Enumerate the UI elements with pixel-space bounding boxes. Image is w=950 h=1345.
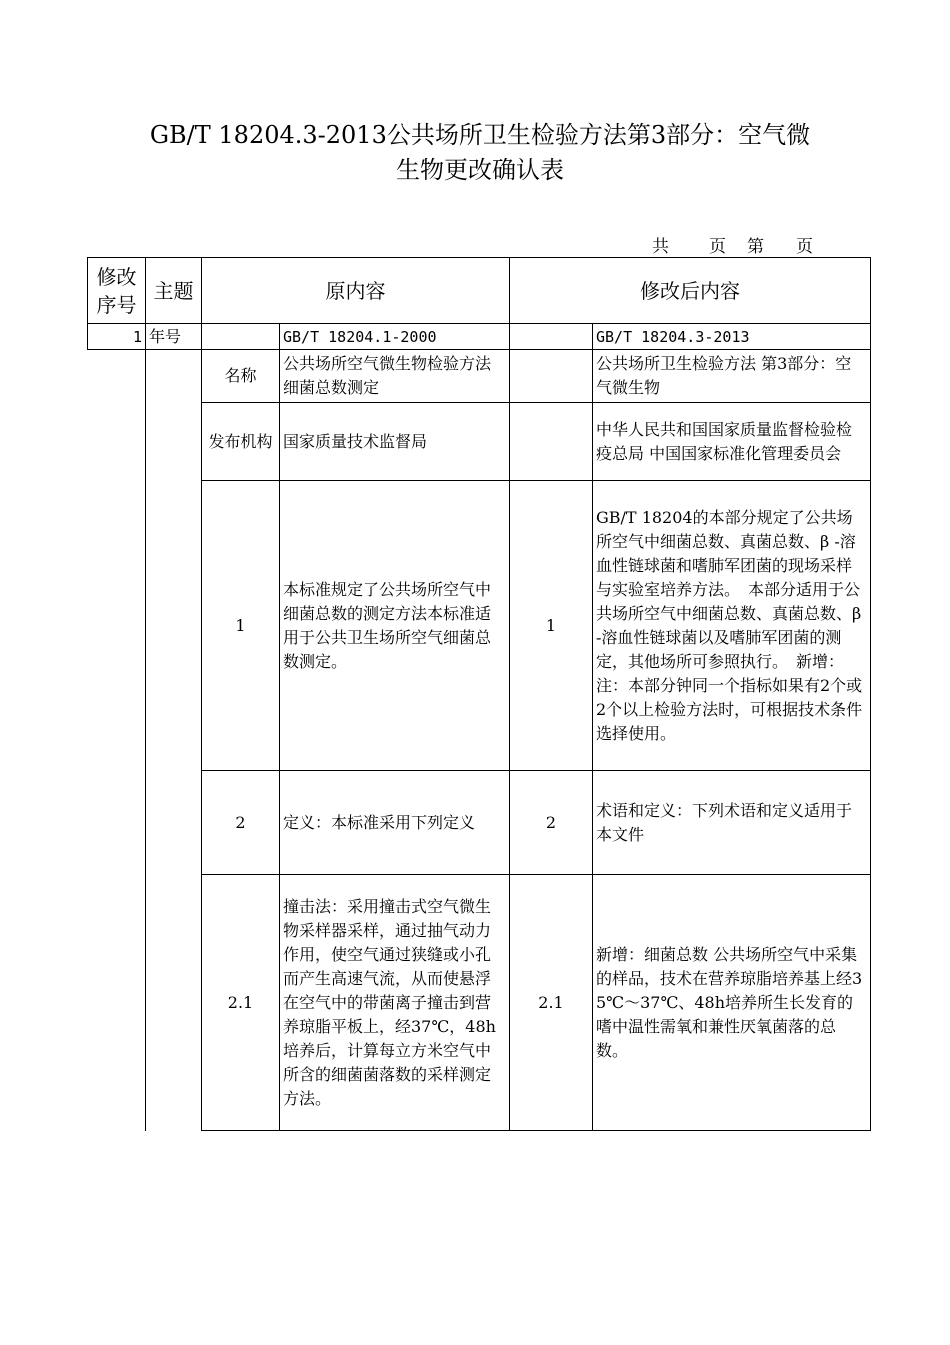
year-row bbox=[88, 324, 871, 350]
year-row-original-value: GB/T 18204.1-2000 bbox=[280, 324, 510, 350]
row-right-label bbox=[510, 403, 593, 481]
row-left-label: 1 bbox=[202, 481, 280, 771]
page-total-label: 共 bbox=[652, 237, 669, 257]
header-original: 原内容 bbox=[202, 258, 510, 324]
year-row-modified-value: GB/T 18204.3-2013 bbox=[593, 324, 871, 350]
row-right-label: 1 bbox=[510, 481, 593, 771]
row-right-label: 2.1 bbox=[510, 875, 593, 1131]
header-topic: 主题 bbox=[146, 258, 202, 324]
row-left-label: 2.1 bbox=[202, 875, 280, 1131]
header-modified: 修改后内容 bbox=[510, 258, 871, 324]
header-seq: 修改序号 bbox=[88, 258, 146, 324]
row-original-text: 公共场所空气微生物检验方法 细菌总数测定 bbox=[280, 350, 510, 403]
table-row bbox=[88, 350, 871, 403]
year-row-topic: 年号 bbox=[146, 324, 202, 350]
row-left-label: 名称 bbox=[202, 350, 280, 403]
row-modified-text: 中华人民共和国国家质量监督检验检疫总局 中国国家标准化管理委员会 bbox=[593, 403, 871, 481]
row-original-text: 定义：本标准采用下列定义 bbox=[280, 771, 510, 875]
table-row bbox=[88, 771, 871, 875]
row-modified-text: 公共场所卫生检验方法 第3部分：空气微生物 bbox=[593, 350, 871, 403]
table-row bbox=[88, 875, 871, 1131]
table-row bbox=[88, 481, 871, 771]
year-row-original-label bbox=[202, 324, 280, 350]
header-row bbox=[88, 258, 871, 324]
row-modified-text: GB/T 18204的本部分规定了公共场所空气中细菌总数、真菌总数、β -溶血性链球菌和嗜肺军团菌的现场采样与实验室培养方法。 本部分适用于公共场所空气中细菌总数、真菌总数、β -溶血性链球菌以及嗜肺军团菌的测定，其他场所可参照执行。 新增：注：本部分钟同一个指标如果有2个或2个以上检验方法时，可根据技术条件选择使用。 bbox=[593, 481, 871, 771]
row-right-label: 2 bbox=[510, 771, 593, 875]
title-line-1: GB/T 18204.3-2013公共场所卫生检验方法第3部分：空气微 bbox=[149, 121, 811, 149]
row-original-text: 本标准规定了公共场所空气中细菌总数的测定方法本标准适用于公共卫生场所空气细菌总数测定。 bbox=[280, 481, 510, 771]
change-confirmation-table bbox=[87, 257, 871, 1131]
row-modified-text: 术语和定义：下列术语和定义适用于本文件 bbox=[593, 771, 871, 875]
document-title bbox=[60, 118, 900, 188]
row-left-label: 2 bbox=[202, 771, 280, 875]
page-unit-label-2: 页 bbox=[796, 237, 813, 257]
year-row-modified-label bbox=[510, 324, 593, 350]
page-current-label: 第 bbox=[747, 237, 764, 257]
topic-empty-cell bbox=[146, 350, 202, 1131]
table-row bbox=[88, 403, 871, 481]
page-unit-label: 页 bbox=[709, 237, 726, 257]
row-original-text: 国家质量技术监督局 bbox=[280, 403, 510, 481]
row-left-label: 发布机构 bbox=[202, 403, 280, 481]
title-line-2: 生物更改确认表 bbox=[396, 156, 564, 184]
row-modified-text: 新增：细菌总数 公共场所空气中采集的样品，技术在营养琼脂培养基上经35℃～37℃、48h培养所生长发育的嗜中温性需氧和兼性厌氧菌落的总数。 bbox=[593, 875, 871, 1131]
year-row-seq: 1 bbox=[88, 324, 146, 350]
seq-empty-cell bbox=[88, 350, 146, 1131]
row-right-label bbox=[510, 350, 593, 403]
row-original-text: 撞击法：采用撞击式空气微生物采样器采样，通过抽气动力作用，使空气通过狭缝或小孔而产生高速气流，从而使悬浮在空气中的带菌离子撞击到营养琼脂平板上，经37℃，48h培养后，计算每立方米空气中所含的细菌菌落数的采样测定方法。 bbox=[280, 875, 510, 1131]
